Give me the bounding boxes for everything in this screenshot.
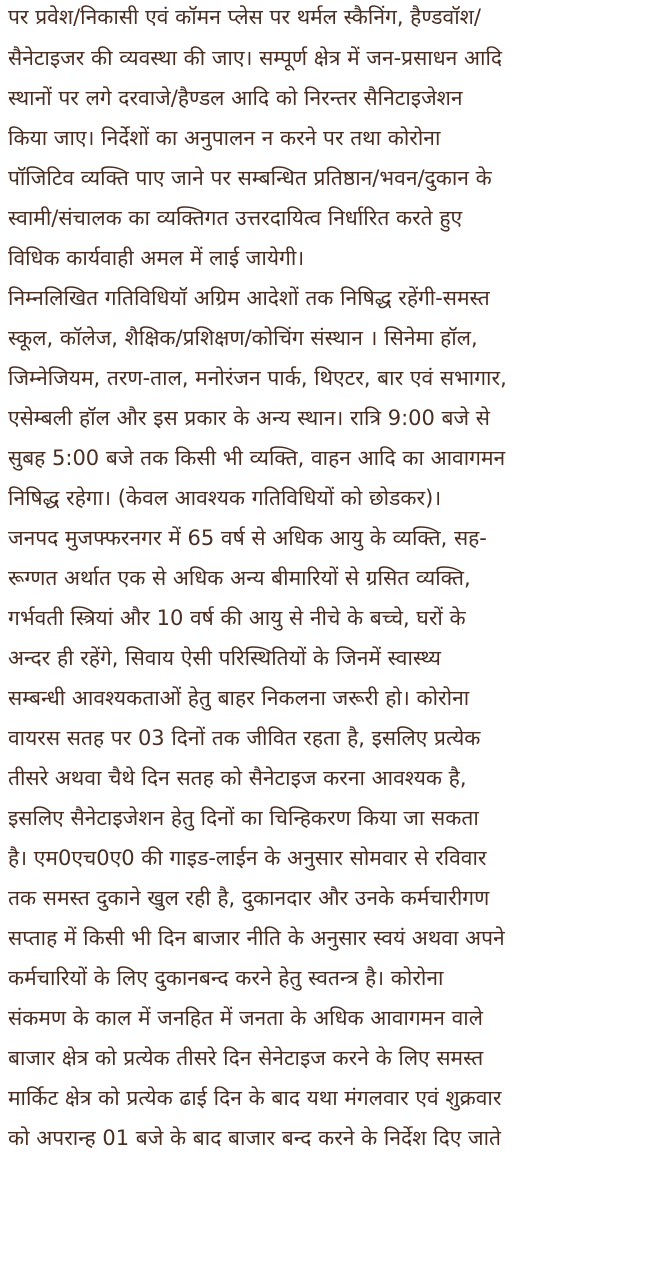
text-line: तीसरे अथवा चैथे दिन सतह को सैनेटाइज करना आवश्यक है, xyxy=(8,766,467,790)
text-line: सैनेटाइजर की व्यवस्था की जाए। सम्पूर्ण क्षेत्र में जन-प्रसाधन आदि xyxy=(8,46,503,70)
text-line: पर प्रवेश/निकासी एवं कॉमन प्लेस पर थर्मल स्कैनिंग, हैण्डवॉश/ xyxy=(8,5,481,29)
text-line: तक समस्त दुकाने खुल रही है, दुकानदार और उनके कर्मचारीगण xyxy=(8,886,490,910)
article-body xyxy=(8,0,653,1158)
text-line: जिम्नेजियम, तरण-ताल, मनोरंजन पार्क, थिएटर, बार एवं सभागार, xyxy=(8,366,507,390)
text-line: विधिक कार्यवाही अमल में लाई जायेगी। xyxy=(8,246,305,270)
text-line: सुबह 5:00 बजे तक किसी भी व्यक्ति, वाहन आदि का आवागमन xyxy=(8,446,506,470)
text-line: संकमण के काल में जनहित में जनता के अधिक आवागमन वाले xyxy=(8,1006,483,1030)
text-line: किया जाए। निर्देशों का अनुपालन न करने पर तथा कोरोना xyxy=(8,126,441,150)
text-line: सम्बन्धी आवश्यकताओं हेतु बाहर निकलना जरूरी हो। कोरोना xyxy=(8,686,470,710)
text-line: बाजार क्षेत्र को प्रत्येक तीसरे दिन सेनेटाइज करने के लिए समस्त xyxy=(8,1046,484,1070)
text-line: निषिद्ध रहेगा। (केवल आवश्यक गतिविधियों को छोडकर)। xyxy=(8,486,442,510)
text-line: स्वामी/संचालक का व्यक्तिगत उत्तरदायित्व निर्धारित करते हुए xyxy=(8,206,463,230)
text-line: स्थानों पर लगे दरवाजे/हैण्डल आदि को निरन्तर सैनिटाइजेशन xyxy=(8,86,463,110)
text-line: है। एम0एच0ए0 की गाइड-लाईन के अनुसार सोमवार से रविवार xyxy=(8,846,487,870)
text-line: रूग्णत अर्थात एक से अधिक अन्य बीमारियों से ग्रसित व्यक्ति, xyxy=(8,566,471,590)
text-line: सप्ताह में किसी भी दिन बाजार नीति के अनुसार स्वयं अथवा अपने xyxy=(8,926,505,950)
text-line: निम्नलिखित गतिविधियॉ अग्रिम आदेशों तक निषिद्ध रहेंगी-समस्त xyxy=(8,286,490,310)
text-line: एसेम्बली हॉल और इस प्रकार के अन्य स्थान। रात्रि 9:00 बजे से xyxy=(8,406,490,430)
text-line: कर्मचारियों के लिए दुकानबन्द करने हेतु स्वतन्त्र है। कोरोना xyxy=(8,966,444,990)
text-line: इसलिए सैनेटाइजेशन हेतु दिनों का चिन्हिकरण किया जा सकता xyxy=(8,806,479,830)
text-line: वायरस सतह पर 03 दिनों तक जीवित रहता है, इसलिए प्रत्येक xyxy=(8,726,481,750)
text-line: गर्भवती स्त्रियां और 10 वर्ष की आयु से नीचे के बच्चे, घरों के xyxy=(8,606,466,630)
text-line: पॉजिटिव व्यक्ति पाए जाने पर सम्बन्धित प्रतिष्ठान/भवन/दुकान के xyxy=(8,166,492,190)
text-line: जनपद मुजफ्फरनगर में 65 वर्ष से अधिक आयु के व्यक्ति, सह- xyxy=(8,526,487,550)
text-line: को अपरान्ह 01 बजे के बाद बाजार बन्द करने के निर्देश दिए जाते xyxy=(8,1126,501,1150)
text-line: मार्किट क्षेत्र को प्रत्येक ढाई दिन के बाद यथा मंगलवार एवं शुक्रवार xyxy=(8,1086,502,1110)
text-line: स्कूल, कॉलेज, शैक्षिक/प्रशिक्षण/कोचिंग संस्थान । सिनेमा हॉल, xyxy=(8,326,478,350)
text-line: अन्दर ही रहेंगे, सिवाय ऐसी परिस्थितियों के जिनमें स्वास्थ्य xyxy=(8,646,441,670)
